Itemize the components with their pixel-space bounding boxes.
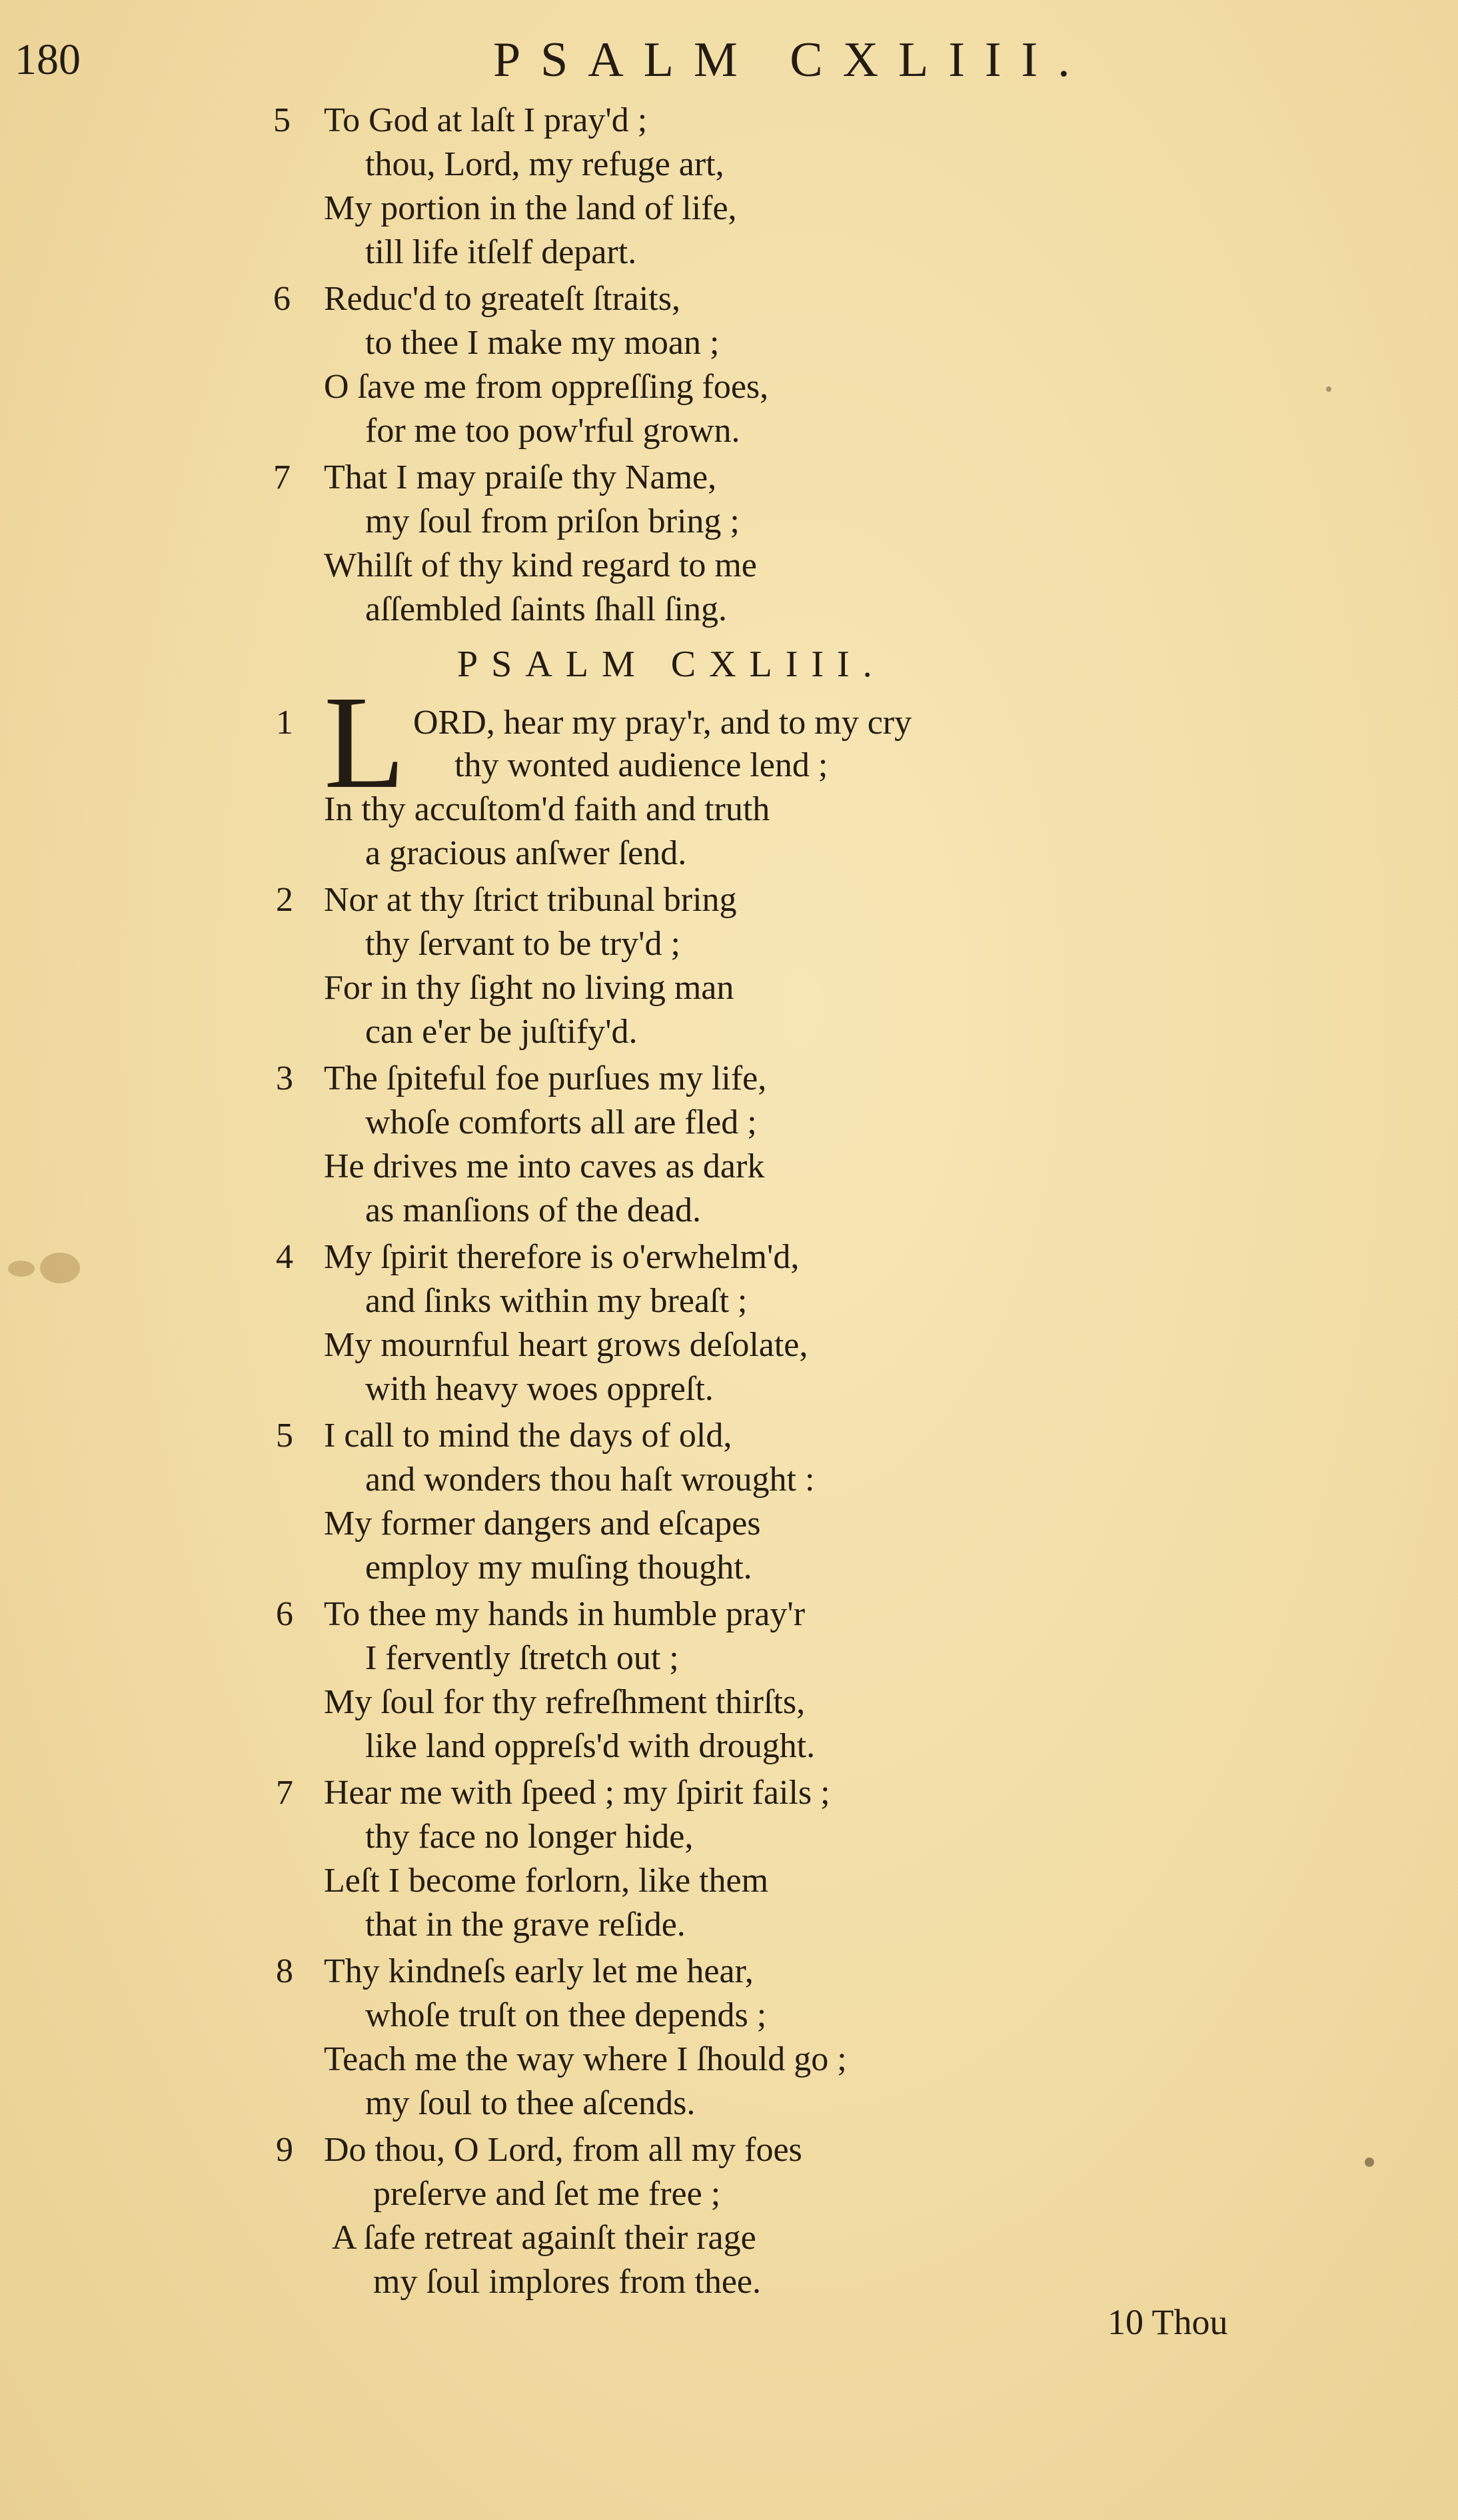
verse-number: 3 (276, 1059, 293, 1097)
verse-line: whoſe comforts all are fled ; (365, 1103, 757, 1141)
verse-line: Do thou, O Lord, from all my foes (324, 2131, 802, 2169)
verse-line: My former dangers and eſcapes (324, 1505, 761, 1543)
verse-line: The ſpiteful foe purſues my life, (324, 1059, 767, 1097)
verse-line: For in thy ſight no living man (324, 969, 734, 1007)
verse-line: thou, Lord, my refuge art, (365, 145, 724, 183)
verse-line: preſerve and ſet me free ; (373, 2175, 721, 2213)
verse-number: 6 (273, 280, 291, 318)
verse-line: Nor at thy ſtrict tribunal bring (324, 881, 737, 919)
verse-line: My ſpirit therefore is o'erwhelm'd, (324, 1238, 800, 1276)
verse-line: My mournful heart grows deſolate, (324, 1326, 808, 1364)
ink-speck (1326, 386, 1331, 392)
verse-line: and wonders thou haſt wrought : (365, 1461, 815, 1499)
catchword: 10 Thou (1107, 2302, 1228, 2342)
verse-line: Thy kindneſs early let me hear, (324, 1952, 754, 1990)
verse-number: 5 (273, 101, 291, 139)
verse-line: as manſions of the dead. (365, 1191, 701, 1229)
verse-line: that in the grave reſide. (365, 1906, 686, 1944)
verse-number: 9 (276, 2131, 293, 2169)
verse-number: 8 (276, 1952, 293, 1990)
verse-line: That I may praiſe thy Name, (324, 458, 717, 496)
paper-stain (40, 1253, 80, 1283)
verse-line: till life itſelf depart. (365, 233, 637, 271)
verse-number: 7 (276, 1774, 293, 1812)
verse-line: and ſinks within my breaſt ; (365, 1282, 748, 1320)
drop-cap: L (324, 669, 406, 816)
verse-line: Teach me the way where I ſhould go ; (324, 2040, 847, 2078)
verse-line: Hear me with ſpeed ; my ſpirit fails ; (324, 1774, 830, 1812)
verse-line: A ſafe retreat againſt their rage (332, 2219, 756, 2257)
verse-line: thy face no longer hide, (365, 1818, 694, 1856)
page-header (0, 27, 1458, 93)
verse-number: 5 (276, 1417, 293, 1455)
verse-line: ORD, hear my pray'r, and to my cry (413, 704, 912, 742)
verse-line: aſſembled ſaints ſhall ſing. (365, 590, 728, 628)
verse-line: O ſave me from oppreſſing foes, (324, 368, 769, 406)
paper-stain (8, 1261, 35, 1277)
ink-speck (1365, 2158, 1374, 2167)
verse-number: 7 (273, 458, 291, 496)
verse-line: thy wonted audience lend ; (454, 746, 828, 784)
verse-number: 6 (276, 1595, 293, 1633)
verse-line: My ſoul for thy refreſhment thirſts, (324, 1683, 806, 1721)
verse-line: my ſoul from priſon bring ; (365, 502, 740, 540)
verse-line: thy ſervant to be try'd ; (365, 925, 680, 963)
verse-line: Reduc'd to greateſt ſtraits, (324, 280, 680, 318)
psalm-title: PSALM CXLIII. (457, 644, 886, 685)
page-number: 180 (15, 35, 81, 84)
verse-line: He drives me into caves as dark (324, 1147, 765, 1185)
verse-line: employ my muſing thought. (365, 1549, 752, 1586)
verse-number: 2 (276, 881, 293, 919)
verse-line: I call to mind the days of old, (324, 1417, 732, 1455)
verse-line: In thy accuſtom'd faith and truth (324, 790, 770, 828)
verse-line: can e'er be juſtify'd. (365, 1013, 638, 1051)
verse-line: Whilſt of thy kind regard to me (324, 546, 757, 584)
verse-line: like land oppreſs'd with drought. (365, 1727, 816, 1765)
verse-line: I fervently ſtretch out ; (365, 1639, 679, 1677)
verse-line: My portion in the land of life, (324, 189, 737, 227)
verse-line: Leſt I become forlorn, like them (324, 1862, 769, 1900)
verse-number: 1 (276, 704, 293, 742)
verse-line: a gracious anſwer ſend. (365, 834, 687, 872)
running-head: PSALM CXLIII. (493, 33, 1090, 87)
verse-line: whoſe truſt on thee depends ; (365, 1996, 767, 2034)
verse-line: for me too pow'rful grown. (365, 412, 740, 450)
verse-line: To God at laſt I pray'd ; (324, 101, 648, 139)
verse-line: my ſoul to thee aſcends. (365, 2084, 696, 2122)
verse-line: to thee I make my moan ; (365, 324, 720, 362)
verse-line: my ſoul implores from thee. (373, 2263, 762, 2301)
verse-line: To thee my hands in humble pray'r (324, 1595, 806, 1633)
verse-number: 4 (276, 1238, 293, 1276)
verse-line: with heavy woes oppreſt. (365, 1370, 714, 1408)
